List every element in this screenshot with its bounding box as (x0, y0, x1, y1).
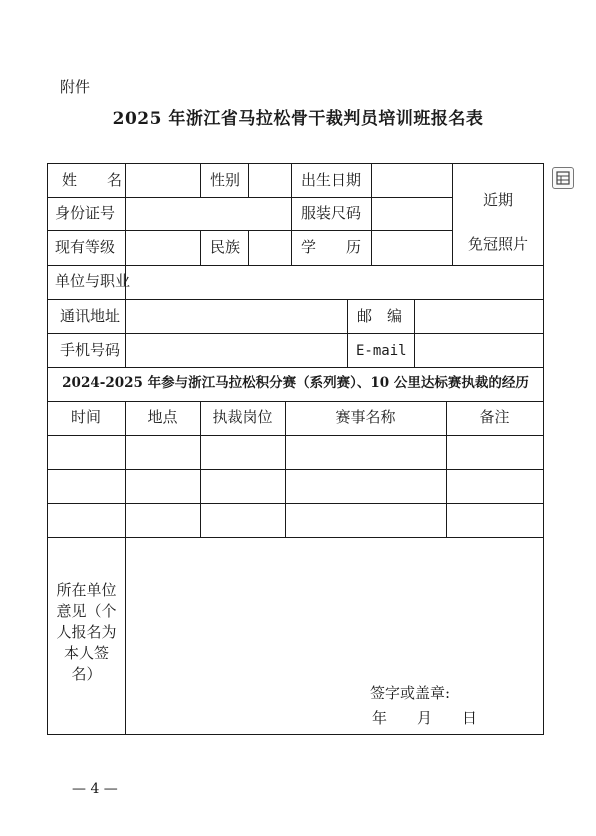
education-label: 学 历 (301, 238, 362, 256)
table-rule (248, 163, 249, 197)
table-border (47, 163, 544, 164)
unit-opinion-label (47, 580, 126, 685)
table-rule (200, 163, 201, 197)
table-rule (47, 333, 544, 334)
table-rule (347, 299, 348, 367)
table-rule (248, 230, 249, 265)
level-label: 现有等级 (55, 238, 116, 256)
table-rule (47, 401, 544, 402)
column-header-remarks: 备注 (479, 408, 510, 426)
table-rule (47, 299, 544, 300)
phone-label: 手机号码 (60, 341, 121, 359)
table-rule (371, 163, 372, 265)
unit-opinion-line: 意见（个 (56, 602, 117, 620)
table-rule (47, 367, 544, 368)
employer-label: 单位与职业 (55, 272, 131, 290)
postcode-label: 邮 编 (357, 307, 403, 325)
table-rule (47, 265, 544, 266)
clothing-size-label: 服装尺码 (301, 204, 362, 222)
table-rule (200, 230, 201, 265)
table-border (47, 734, 544, 735)
column-header-time: 时间 (70, 408, 101, 426)
experience-section-title: 2024-2025 年参与浙江马拉松积分赛（系列赛）、10 公里达标赛执裁的经历 (62, 375, 529, 391)
column-header-location: 地点 (147, 408, 178, 426)
table-rule (47, 230, 452, 231)
unit-opinion-line: 人报名为 (56, 623, 117, 641)
unit-opinion-line: 所在单位 (56, 581, 117, 599)
column-header-event-name: 赛事名称 (335, 408, 396, 426)
table-rule (47, 469, 544, 470)
table-rule (291, 163, 292, 265)
table-rule (47, 503, 544, 504)
table-rule (125, 163, 126, 367)
name-label: 姓 名 (62, 171, 123, 189)
unit-opinion-line: 名） (71, 665, 102, 683)
unit-opinion-line: 本人签 (63, 644, 109, 662)
gender-label: 性别 (210, 171, 241, 189)
table-rule (47, 197, 452, 198)
table-icon-glyph (556, 171, 570, 185)
signature-label: 签字或盖章: (370, 684, 451, 702)
address-label: 通讯地址 (60, 307, 121, 325)
table-rule (47, 435, 544, 436)
photo-label-line1: 近期 (482, 191, 513, 209)
ethnicity-label: 民族 (210, 238, 241, 256)
table-rule (414, 299, 415, 367)
date-label: 年 月 日 (372, 709, 478, 727)
page-number: — 4 — (72, 781, 118, 797)
column-header-position: 执裁岗位 (212, 408, 273, 426)
id-number-label: 身份证号 (55, 204, 116, 222)
photo-label-line2: 免冠照片 (467, 235, 528, 253)
table-rule (47, 537, 544, 538)
email-label: E-mail (356, 343, 407, 359)
table-icon[interactable] (552, 167, 574, 189)
attachment-label: 附件 (60, 78, 91, 96)
page-title: 2025 年浙江省马拉松骨干裁判员培训班报名表 (112, 109, 484, 129)
birth-date-label: 出生日期 (301, 171, 362, 189)
